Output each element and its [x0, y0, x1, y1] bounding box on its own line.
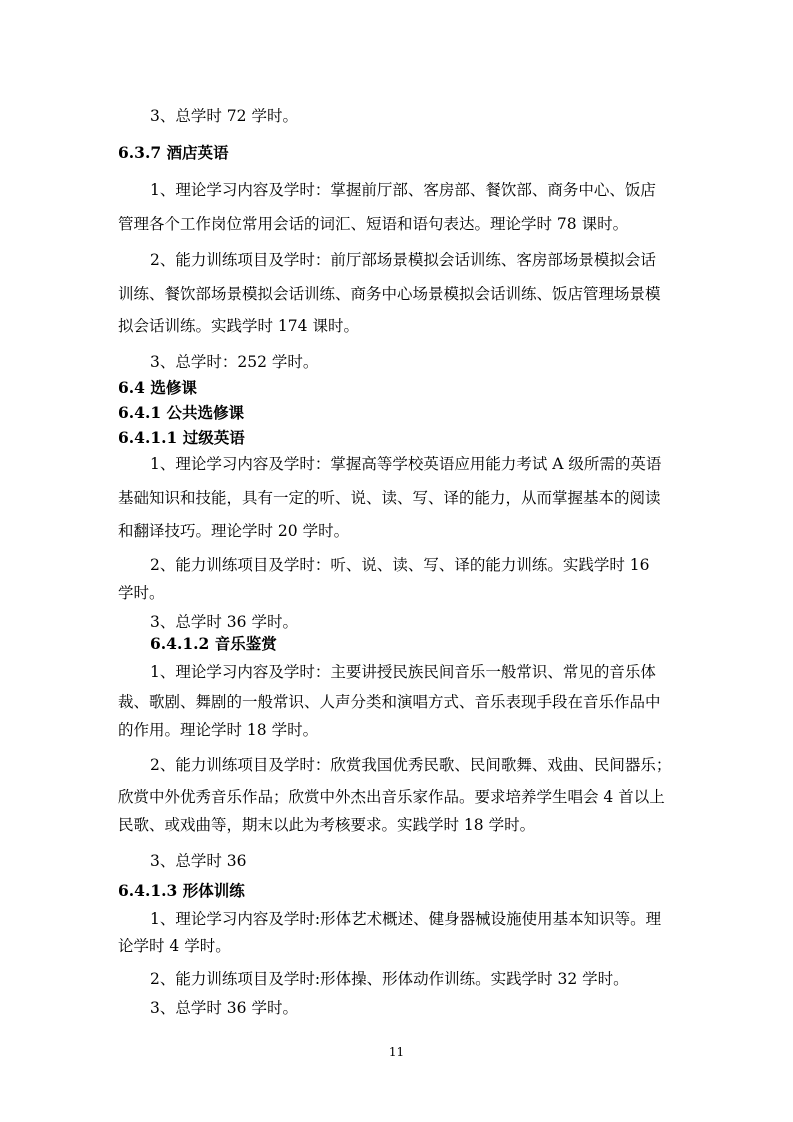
practice-paragraph-line: 欣赏中外优秀音乐作品；欣赏中外杰出音乐家作品。要求培养学生唱会 4 首以上	[118, 788, 665, 806]
practice-paragraph-line: 拟会话训练。实践学时 174 课时。	[118, 317, 359, 335]
practice-paragraph-line: 2、能力训练项目及学时：前厅部场景模拟会话训练、客房部场景模拟会话	[150, 251, 656, 269]
practice-paragraph-line: 学时。	[118, 584, 165, 602]
total-hours-paragraph: 3、总学时 36	[150, 852, 247, 870]
section-heading-hotel-english: 6.3.7 酒店英语	[118, 143, 229, 162]
section-heading-body-training: 6.4.1.3 形体训练	[118, 881, 245, 900]
theory-paragraph-line: 1、理论学习内容及学时：主要讲授民族民间音乐一般常识、常见的音乐体	[150, 663, 656, 681]
page-number: 11	[388, 1045, 405, 1059]
theory-paragraph-line: 和翻译技巧。理论学时 20 学时。	[118, 522, 350, 540]
practice-paragraph-line: 训练、餐饮部场景模拟会话训练、商务中心场景模拟会话训练、饭店管理场景模	[118, 285, 661, 303]
section-heading-electives: 6.4 选修课	[118, 378, 197, 397]
theory-paragraph-line: 裁、歌剧、舞剧的一般常识、人声分类和演唱方式、音乐表现手段在音乐作品中	[118, 693, 661, 711]
theory-paragraph-line: 论学时 4 学时。	[118, 937, 231, 955]
theory-paragraph-line: 基础知识和技能，具有一定的听、说、读、写、译的能力，从而掌握基本的阅读	[118, 489, 661, 507]
practice-paragraph-line: 2、能力训练项目及学时:形体操、形体动作训练。实践学时 32 学时。	[150, 970, 629, 988]
total-hours-paragraph: 3、总学时 72 学时。	[150, 107, 298, 125]
practice-paragraph-line: 2、能力训练项目及学时：欣赏我国优秀民歌、民间歌舞、戏曲、民间器乐；	[150, 756, 672, 774]
theory-paragraph-line: 的作用。理论学时 18 学时。	[118, 721, 319, 739]
section-heading-public-electives: 6.4.1 公共选修课	[118, 403, 245, 422]
practice-paragraph-line: 民歌、或戏曲等，期末以此为考核要求。实践学时 18 学时。	[118, 816, 536, 834]
theory-paragraph-line: 管理各个工作岗位常用会话的词汇、短语和语句表达。理论学时 78 课时。	[118, 215, 629, 233]
theory-paragraph-line: 1、理论学习内容及学时:形体艺术概述、健身器械设施使用基本知识等。理	[150, 910, 662, 928]
theory-paragraph-line: 1、理论学习内容及学时：掌握前厅部、客房部、餐饮部、商务中心、饭店	[150, 181, 656, 199]
total-hours-paragraph: 3、总学时：252 学时。	[150, 353, 319, 371]
section-heading-music-appreciation: 6.4.1.2 音乐鉴赏	[150, 634, 277, 653]
total-hours-paragraph: 3、总学时 36 学时。	[150, 613, 298, 631]
total-hours-paragraph: 3、总学时 36 学时。	[150, 999, 298, 1017]
theory-paragraph-line: 1、理论学习内容及学时：掌握高等学校英语应用能力考试 A 级所需的英语	[150, 455, 662, 473]
section-heading-exam-english: 6.4.1.1 过级英语	[118, 428, 245, 447]
practice-paragraph-line: 2、能力训练项目及学时：听、说、读、写、译的能力训练。实践学时 16	[150, 556, 650, 574]
